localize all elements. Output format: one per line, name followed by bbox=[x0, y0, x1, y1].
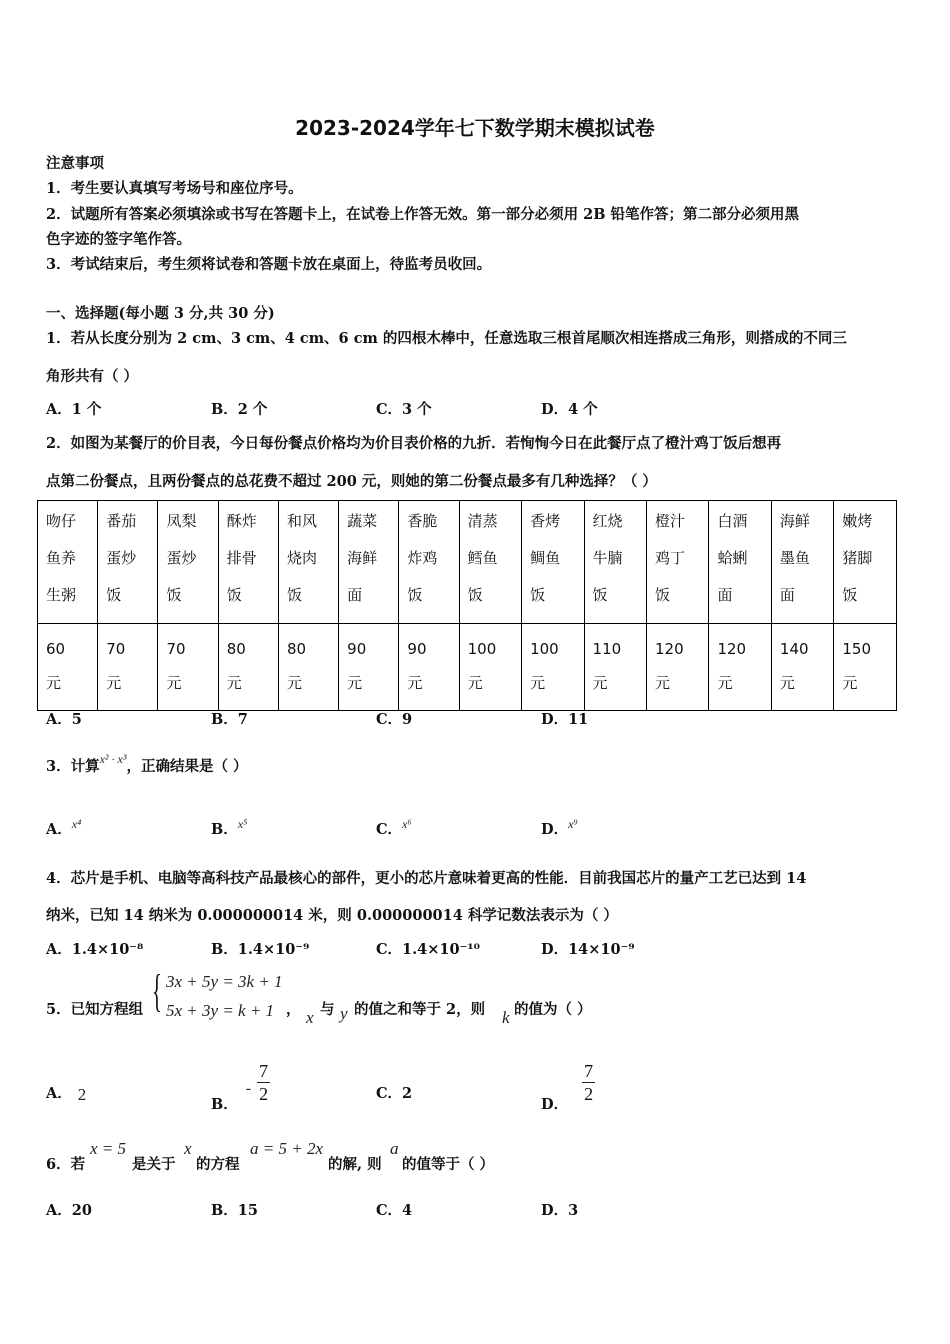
notice-heading: 注意事项 bbox=[46, 155, 104, 172]
q5-prefix: 5．已知方程组 bbox=[46, 1001, 144, 1018]
dish-cell: 吻仔 鱼养 生粥 bbox=[38, 501, 98, 624]
q5-mid2: 的值之和等于 2，则 bbox=[354, 1001, 486, 1018]
price-cell: 90 元 bbox=[399, 624, 459, 711]
dish-cell: 清蒸 鳕鱼 饭 bbox=[459, 501, 521, 624]
q2-option-b: B．7 bbox=[211, 711, 248, 728]
q3-option-a: A．$^{x^4}$ bbox=[46, 817, 82, 838]
dish-cell: 和风 烧肉 饭 bbox=[278, 501, 338, 624]
q3-expression: x² · x³ bbox=[99, 752, 127, 766]
q2-stem-line1: 2．如图为某餐厅的价目表，今日每份餐点价格均为价目表价格的九折．若恂恂今日在此餐厅点了橙汁鸡丁饭后想再 bbox=[46, 435, 782, 452]
q5-suffix: 的值为（ ） bbox=[514, 1001, 592, 1018]
dish-cell: 白酒 蛤蜊 面 bbox=[709, 501, 771, 624]
q5-comma: ， bbox=[286, 1001, 301, 1018]
price-table bbox=[37, 500, 897, 711]
q5-option-d: D． $\frac{7}{2}$ bbox=[541, 1061, 594, 1113]
q6-var-x: x bbox=[184, 1139, 192, 1158]
q6-option-c: C．4 bbox=[376, 1202, 413, 1219]
price-cell: 80 元 bbox=[218, 624, 278, 711]
dish-cell: 蔬菜 海鲜 面 bbox=[339, 501, 399, 624]
q6-mid2: 的方程 bbox=[196, 1156, 240, 1173]
q2-stem-line2: 点第二份餐点，且两份餐点的总花费不超过 200 元，则她的第二份餐点最多有几种选择？（ ） bbox=[46, 473, 657, 490]
q5-equation-1: 3x + 5y = 3k + 1 bbox=[166, 972, 283, 991]
q5-fraction-b: $\frac{7}{2}$ bbox=[259, 1061, 269, 1104]
q5-option-a: A． 2 bbox=[46, 1085, 87, 1104]
price-cell: 120 元 bbox=[709, 624, 771, 711]
dish-cell: 番茄 蛋炒 饭 bbox=[98, 501, 158, 624]
q5-option-b: B．- $\frac{7}{2}$ bbox=[211, 1061, 269, 1113]
q2-option-d: D．11 bbox=[541, 711, 589, 728]
dish-cell: 嫩烤 猪脚 饭 bbox=[834, 501, 897, 624]
q1-option-c: C．3 个 bbox=[376, 401, 432, 418]
q1-stem-line1: 1．若从长度分别为 2 cm、3 cm、4 cm、6 cm 的四根木棒中，任意选取三根首尾顺次相连搭成三角形，则搭成的不同三 bbox=[46, 330, 847, 347]
q3-option-d: D．$^{x^9}$ bbox=[541, 817, 578, 838]
q6-option-a: A．20 bbox=[46, 1202, 92, 1219]
q6-var-a: a bbox=[390, 1139, 399, 1158]
notice-item-2: 2．试题所有答案必须填涂或书写在答题卡上，在试卷上作答无效。第一部分必须用 2B 铅笔作答；第二部分必须用黑 bbox=[46, 206, 800, 223]
dish-cell: 香脆 炸鸡 饭 bbox=[399, 501, 459, 624]
q6-equation: a = 5 + 2x bbox=[250, 1139, 323, 1158]
price-table-price-row bbox=[38, 624, 897, 711]
q6-suffix: 的值等于（ ） bbox=[402, 1156, 495, 1173]
price-table-dish-row bbox=[38, 501, 897, 624]
q6-condition: x = 5 bbox=[90, 1139, 127, 1158]
q3-stem bbox=[46, 752, 248, 776]
q5-brace-icon: { bbox=[152, 965, 162, 1016]
q6-option-d: D．3 bbox=[541, 1202, 579, 1219]
q6-prefix: 6．若 bbox=[46, 1156, 86, 1173]
q1-option-b: B．2 个 bbox=[211, 401, 268, 418]
q4-stem-line1: 4．芯片是手机、电脑等高科技产品最核心的部件，更小的芯片意味着更高的性能．目前我国芯片的量产工艺已达到 14 bbox=[46, 870, 807, 887]
q4-stem-line2: 纳米，已知 14 纳米为 0.000000014 米，则 0.000000014 科学记数法表示为（ ） bbox=[46, 907, 618, 924]
price-cell: 110 元 bbox=[584, 624, 646, 711]
q5-equation-2: 5x + 3y = k + 1 bbox=[166, 1001, 275, 1020]
dish-cell: 橙汁 鸡丁 饭 bbox=[647, 501, 709, 624]
section-heading: 一、选择题(每小题 3 分,共 30 分) bbox=[46, 305, 275, 322]
q3-prefix: 3．计算 bbox=[46, 758, 100, 775]
dish-cell: 香烤 鲷鱼 饭 bbox=[522, 501, 584, 624]
dish-cell: 红烧 牛腩 饭 bbox=[584, 501, 646, 624]
q3-option-c: C．$^{x^6}$ bbox=[376, 817, 412, 838]
q5-var-k: k bbox=[502, 1008, 510, 1027]
q5-var-x: x bbox=[306, 1008, 314, 1027]
q3-suffix: ，正确结果是（ ） bbox=[126, 758, 248, 775]
q4-option-b: B．1.4×10⁻⁹ bbox=[211, 941, 310, 958]
dish-cell: 海鲜 墨鱼 面 bbox=[771, 501, 833, 624]
q1-option-a: A．1 个 bbox=[46, 401, 102, 418]
q6-mid1: 是关于 bbox=[132, 1156, 176, 1173]
price-cell: 150 元 bbox=[834, 624, 897, 711]
notice-item-1: 1．考生要认真填写考场号和座位序号。 bbox=[46, 180, 303, 197]
q6-mid3: 的解, 则 bbox=[328, 1156, 382, 1173]
q4-option-a: A．1.4×10⁻⁸ bbox=[46, 941, 144, 958]
dish-cell: 凤梨 蛋炒 饭 bbox=[158, 501, 218, 624]
price-cell: 60 元 bbox=[38, 624, 98, 711]
price-cell: 70 元 bbox=[158, 624, 218, 711]
q5-var-y: y bbox=[340, 1004, 348, 1023]
price-cell: 100 元 bbox=[522, 624, 584, 711]
price-cell: 120 元 bbox=[647, 624, 709, 711]
q5-fraction-d: $\frac{7}{2}$ bbox=[584, 1061, 594, 1104]
q4-option-c: C．1.4×10⁻¹⁰ bbox=[376, 941, 480, 958]
price-cell: 70 元 bbox=[98, 624, 158, 711]
q2-option-a: A．5 bbox=[46, 711, 82, 728]
price-cell: 90 元 bbox=[339, 624, 399, 711]
q5-mid1: 与 bbox=[320, 1001, 335, 1018]
q3-option-b: B．$^{x^5}$ bbox=[211, 817, 248, 838]
q1-option-d: D．4 个 bbox=[541, 401, 598, 418]
q4-option-d: D．14×10⁻⁹ bbox=[541, 941, 635, 958]
q2-option-c: C．9 bbox=[376, 711, 413, 728]
notice-item-3: 3．考试结束后，考生须将试卷和答题卡放在桌面上，待监考员收回。 bbox=[46, 256, 492, 273]
page-title: 2023-2024学年七下数学期末模拟试卷 bbox=[295, 116, 655, 140]
notice-item-2-cont: 色字迹的签字笔作答。 bbox=[46, 231, 191, 248]
price-cell: 80 元 bbox=[278, 624, 338, 711]
price-cell: 100 元 bbox=[459, 624, 521, 711]
price-cell: 140 元 bbox=[771, 624, 833, 711]
q5-option-c: C．2 bbox=[376, 1085, 413, 1102]
q1-stem-line2: 角形共有（ ） bbox=[46, 368, 139, 385]
q6-option-b: B．15 bbox=[211, 1202, 258, 1219]
dish-cell: 酥炸 排骨 饭 bbox=[218, 501, 278, 624]
